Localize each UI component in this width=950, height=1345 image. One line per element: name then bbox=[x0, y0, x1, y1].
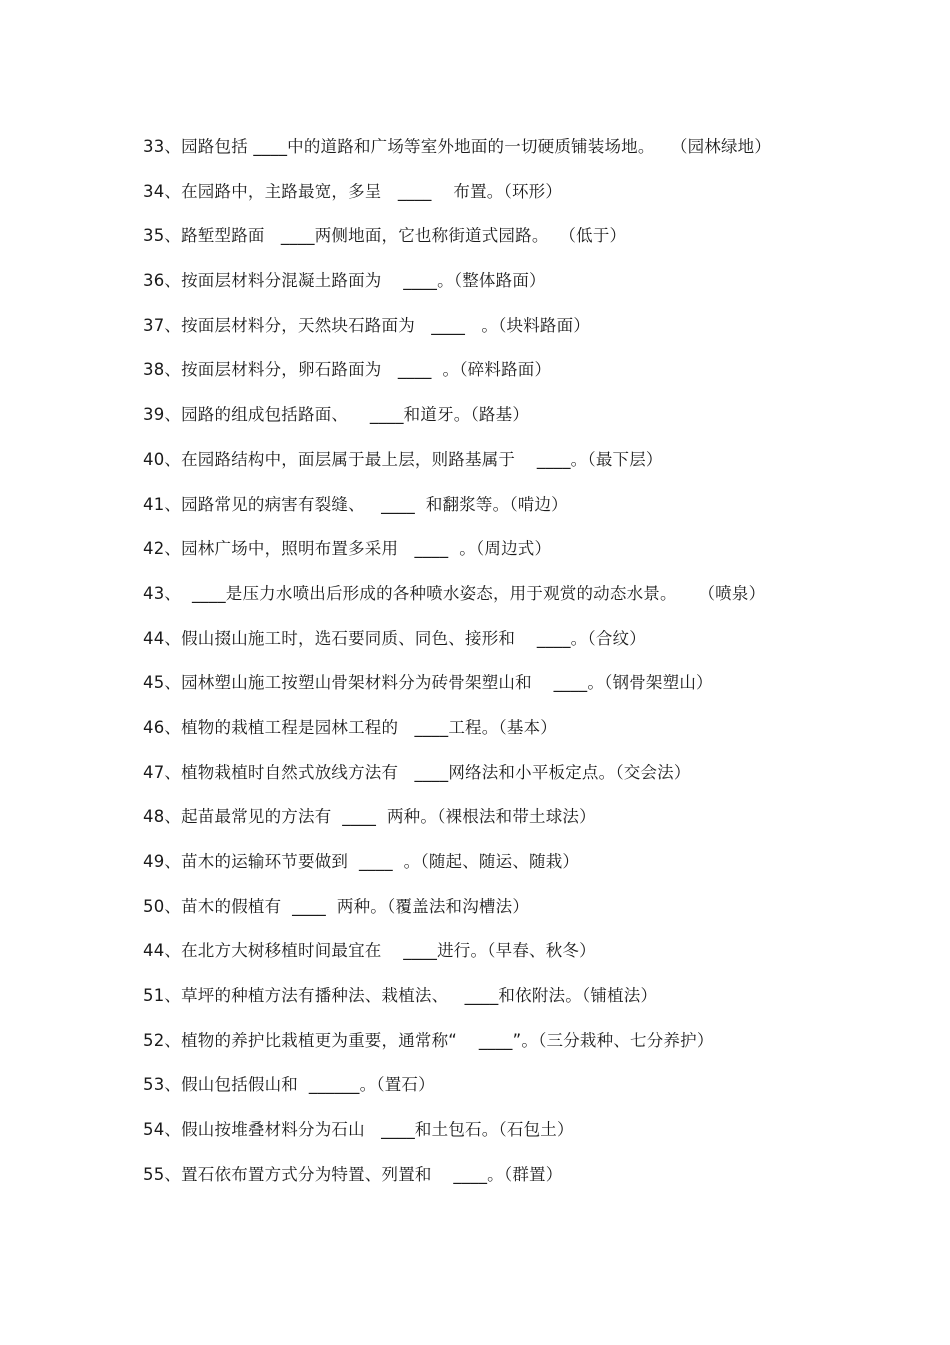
question-item: 52、植物的养护比栽植更为重要，通常称“ ____”。（三分栽种、七分养护） bbox=[143, 1030, 714, 1050]
question-item: 43、 ____是压力水喷出后形成的各种喷水姿态，用于观赏的动态水景。 （喷泉） bbox=[143, 583, 766, 603]
question-item: 35、路堑型路面 ____两侧地面，它也称街道式园路。 （低于） bbox=[143, 226, 627, 246]
question-item: 36、按面层材料分混凝土路面为 ____。（整体路面） bbox=[143, 271, 546, 291]
question-list bbox=[143, 133, 923, 1206]
question-item: 49、苗木的运输环节要做到 ____ 。（随起、随运、随栽） bbox=[143, 852, 580, 871]
question-item: 44、在北方大树移植时间最宜在 ____进行。（早春、秋冬） bbox=[143, 941, 596, 961]
question-item: 38、按面层材料分，卵石路面为 ____ 。（碎料路面） bbox=[143, 360, 552, 380]
question-item: 44、假山掇山施工时，选石要同质、同色、接形和 ____。（合纹） bbox=[143, 628, 646, 648]
question-item: 48、起苗最常见的方法有 ____ 两种。（裸根法和带土球法） bbox=[143, 807, 596, 827]
question-item: 50、苗木的假植有 ____ 两种。（覆盖法和沟槽法） bbox=[143, 896, 530, 916]
question-item: 53、假山包括假山和 ______。（置石） bbox=[143, 1075, 435, 1095]
question-item: 34、在园路中，主路最宽，多呈 ____ 布置。（环形） bbox=[143, 181, 563, 201]
question-item: 46、植物的栽植工程是园林工程的 ____工程。（基本） bbox=[143, 717, 557, 737]
question-item: 51、草坪的种植方法有播种法、栽植法、 ____和依附法。（铺植法） bbox=[143, 986, 658, 1006]
question-item: 40、在园路结构中，面层属于最上层，则路基属于 ____。（最下层） bbox=[143, 449, 663, 469]
question-item: 42、园林广场中，照明布置多采用 ____ 。（周边式） bbox=[143, 539, 552, 559]
question-item: 55、置石依布置方式分为特置、列置和 ____。（群置） bbox=[143, 1164, 563, 1184]
question-item: 45、园林塑山施工按塑山骨架材料分为砖骨架塑山和 ____。（钢骨架塑山） bbox=[143, 673, 713, 693]
question-item: 39、园路的组成包括路面、 ____和道牙。（路基） bbox=[143, 405, 530, 425]
question-item: 47、植物栽植时自然式放线方法有 ____网络法和小平板定点。（交会法） bbox=[143, 762, 691, 782]
question-item: 54、假山按堆叠材料分为石山 ____和土包石。（石包土） bbox=[143, 1120, 574, 1140]
question-item: 37、按面层材料分，天然块石路面为 ____ 。（块料路面） bbox=[143, 315, 591, 335]
question-item: 41、园路常见的病害有裂缝、 ____ 和翻浆等。（啃边） bbox=[143, 494, 568, 514]
question-item: 33、园路包括 ____中的道路和广场等室外地面的一切硬质铺装场地。 （园林绿地） bbox=[143, 137, 772, 156]
